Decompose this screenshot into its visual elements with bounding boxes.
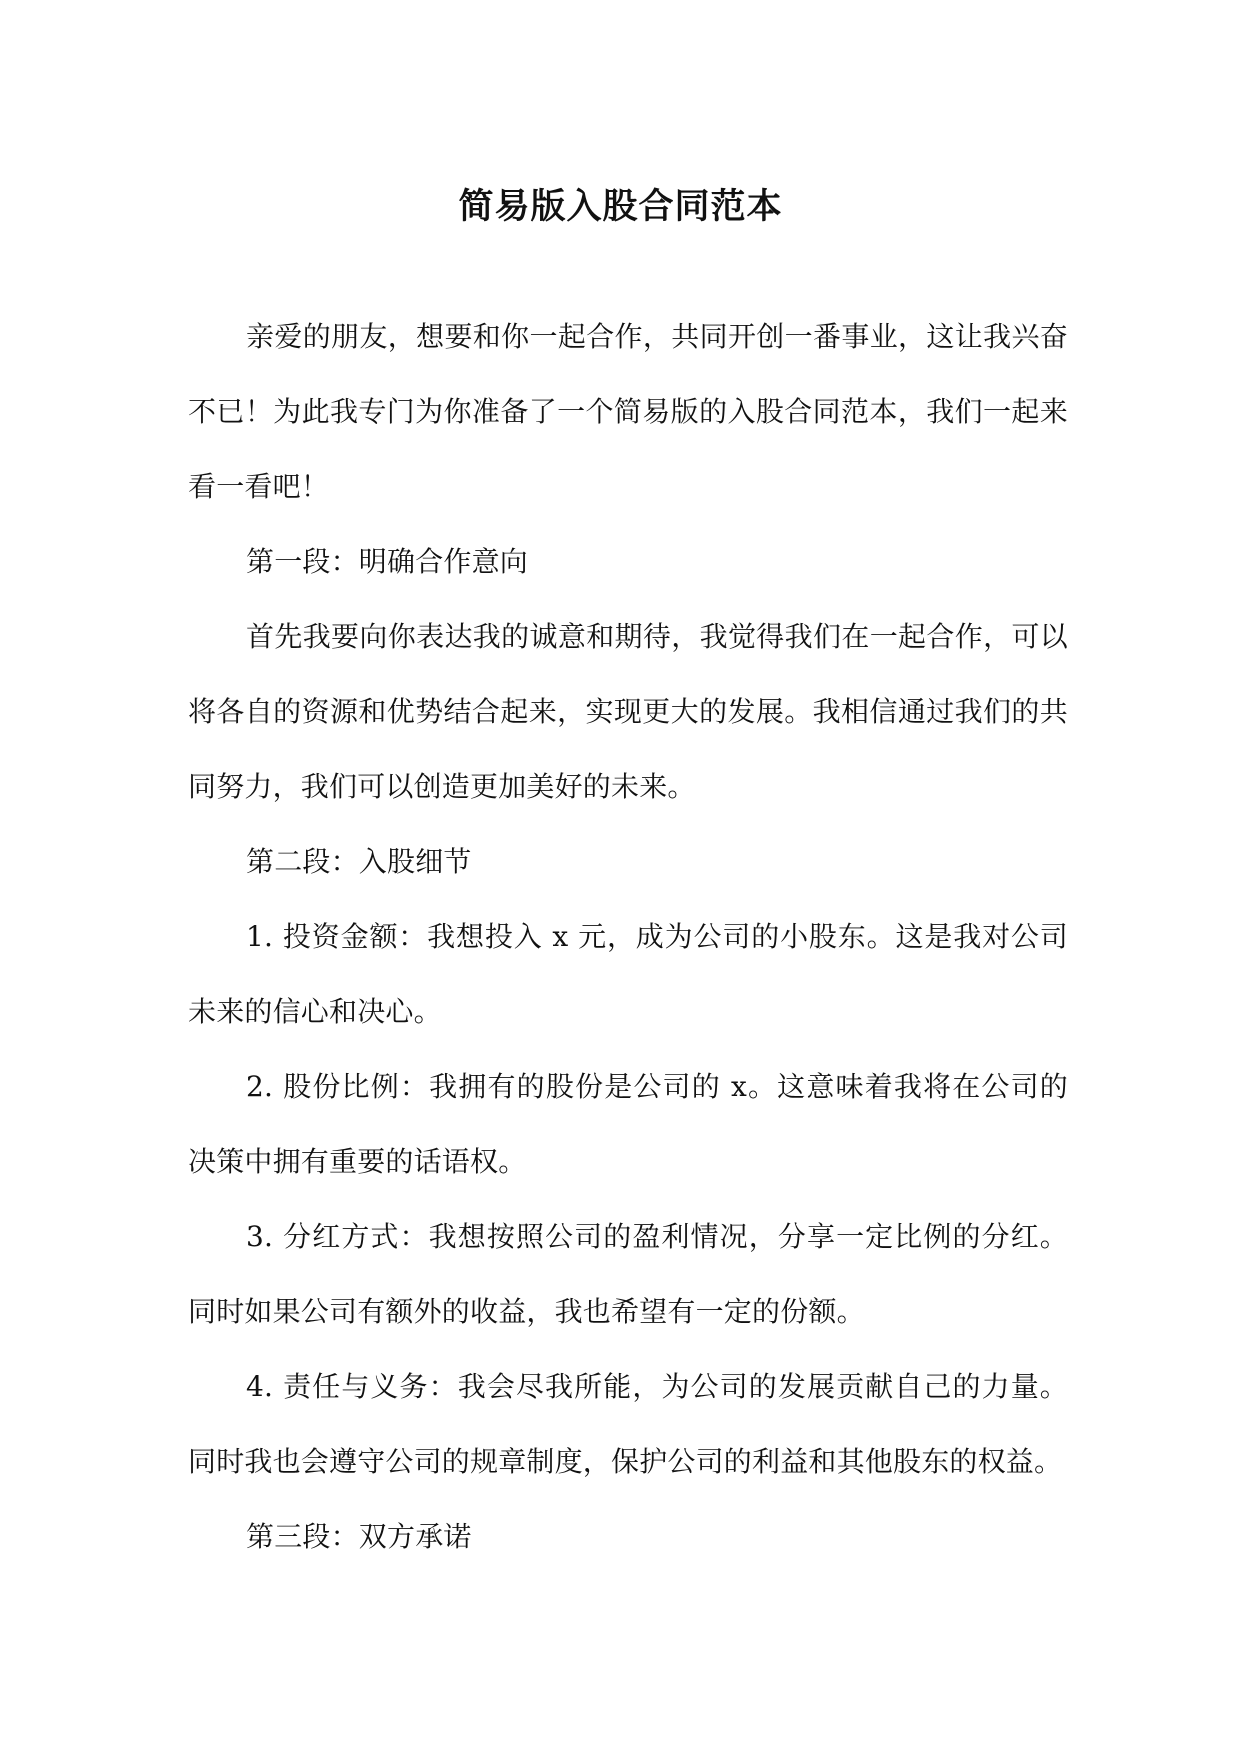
document-title: 简易版入股合同范本 <box>458 186 783 227</box>
intro-paragraph: 亲爱的朋友，想要和你一起合作，共同开创一番事业，这让我兴奋不已！为此我专门为你准备了一个简易版的入股合同范本，我们一起来看一看吧！ <box>188 320 1068 503</box>
dividend-method-item: 3. 分红方式：我想按照公司的盈利情况，分享一定比例的分红。同时如果公司有额外的收益，我也希望有一定的份额。 <box>188 1220 1068 1328</box>
responsibility-item: 4. 责任与义务：我会尽我所能，为公司的发展贡献自己的力量。同时我也会遵守公司的规章制度，保护公司的利益和其他股东的权益。 <box>188 1370 1068 1478</box>
investment-amount-item: 1. 投资金额：我想投入 x 元，成为公司的小股东。这是我对公司未来的信心和决心。 <box>188 920 1068 1028</box>
section-one-heading: 第一段：明确合作意向 <box>246 545 529 578</box>
section-two-heading: 第二段：入股细节 <box>246 845 472 878</box>
document-body <box>188 299 1068 1574</box>
section-three-heading: 第三段：双方承诺 <box>246 1520 472 1553</box>
section-one-paragraph: 首先我要向你表达我的诚意和期待，我觉得我们在一起合作，可以将各自的资源和优势结合起来，实现更大的发展。我相信通过我们的共同努力，我们可以创造更加美好的未来。 <box>188 620 1068 803</box>
share-ratio-item: 2. 股份比例：我拥有的股份是公司的 x。这意味着我将在公司的决策中拥有重要的话语权。 <box>188 1070 1068 1178</box>
